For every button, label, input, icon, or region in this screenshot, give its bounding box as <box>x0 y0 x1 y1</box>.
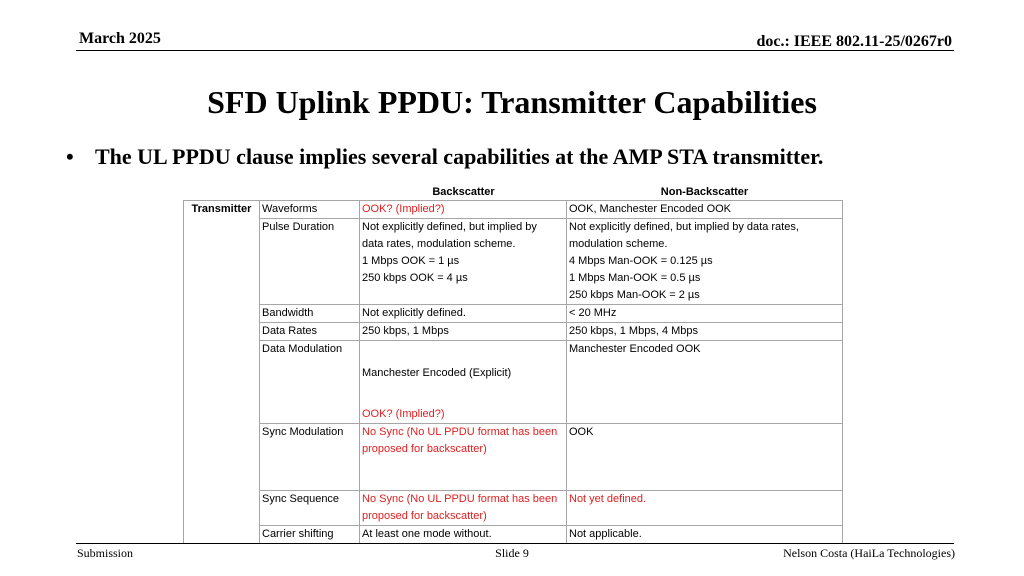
table-row <box>184 424 843 491</box>
cell-backscatter <box>360 424 567 491</box>
cell-line: 4 Mbps Man-OOK = 0.125 µs <box>569 255 713 267</box>
cell-spacer <box>362 382 564 406</box>
footer-rule <box>76 543 954 544</box>
row-label: Data Modulation <box>260 341 360 424</box>
cell-non-backscatter <box>567 219 843 305</box>
slide-title: SFD Uplink PPDU: Transmitter Capabilities <box>207 84 817 120</box>
footer-submission: Submission <box>77 546 134 560</box>
bullet-item <box>66 144 823 170</box>
table-row <box>184 341 843 424</box>
cell-line: data rates, modulation scheme. <box>362 238 516 250</box>
cell-line: 250 kbps OOK = 4 µs <box>362 272 468 284</box>
cell-backscatter <box>360 491 567 526</box>
table-row <box>184 526 843 544</box>
cell-line: No Sync (No UL PPDU format has been <box>362 493 558 505</box>
bullet-text: The UL PPDU clause implies several capabilities at the AMP STA transmitter. <box>95 144 824 169</box>
cell-line: proposed for backscatter) <box>362 443 487 455</box>
cell-line: 1 Mbps Man-OOK = 0.5 µs <box>569 272 701 284</box>
cell-non-backscatter: OOK, Manchester Encoded OOK <box>567 201 843 219</box>
cell-line: proposed for backscatter) <box>362 510 487 522</box>
cell-non-backscatter: < 20 MHz <box>567 305 843 323</box>
cell-non-backscatter: 250 kbps, 1 Mbps, 4 Mbps <box>567 323 843 341</box>
column-header-non-backscatter: Non-Backscatter <box>660 186 749 198</box>
cell-non-backscatter: OOK <box>567 424 843 491</box>
footer-slide-number: Slide 9 <box>495 546 529 560</box>
cell-line: 250 kbps Man-OOK = 2 µs <box>569 289 700 301</box>
table-row <box>184 305 843 323</box>
bullet-dot-icon: • <box>66 144 74 169</box>
header-rule <box>76 50 954 51</box>
row-label: Data Rates <box>260 323 360 341</box>
header-doc-id: doc.: IEEE 802.11-25/0267r0 <box>756 33 952 50</box>
cell-backscatter: OOK? (Implied?) <box>360 201 567 219</box>
cell-non-backscatter: Not yet defined. <box>567 491 843 526</box>
cell-line: modulation scheme. <box>569 238 668 250</box>
row-label: Sync Modulation <box>260 424 360 491</box>
cell-line: OOK? (Implied?) <box>362 408 445 420</box>
row-label: Bandwidth <box>260 305 360 323</box>
table-row <box>184 219 843 305</box>
cell-backscatter: At least one mode without. <box>360 526 567 544</box>
cell-backscatter <box>360 219 567 305</box>
table-row <box>184 491 843 526</box>
cell-line: Manchester Encoded (Explicit) <box>362 367 512 379</box>
cell-line: Not explicitly defined, but implied by data rates, <box>569 221 799 233</box>
row-label: Carrier shifting <box>260 526 360 544</box>
row-label: Waveforms <box>260 201 360 219</box>
row-group-label: Transmitter <box>184 201 260 544</box>
cell-line: Not explicitly defined, but implied by <box>362 221 537 233</box>
cell-backscatter: Not explicitly defined. <box>360 305 567 323</box>
cell-line: No Sync (No UL PPDU format has been <box>362 426 558 438</box>
header-date: March 2025 <box>79 30 161 47</box>
column-header-backscatter: Backscatter <box>432 186 495 198</box>
cell-non-backscatter: Manchester Encoded OOK <box>567 341 843 424</box>
cell-backscatter <box>360 341 567 424</box>
cell-backscatter: 250 kbps, 1 Mbps <box>360 323 567 341</box>
row-label: Sync Sequence <box>260 491 360 526</box>
table-row <box>184 201 843 219</box>
footer-author: Nelson Costa (HaiLa Technologies) <box>783 546 955 560</box>
table-row <box>184 323 843 341</box>
row-label: Pulse Duration <box>260 219 360 305</box>
cell-non-backscatter: Not applicable. <box>567 526 843 544</box>
capabilities-table <box>183 200 843 544</box>
cell-line: 1 Mbps OOK = 1 µs <box>362 255 460 267</box>
